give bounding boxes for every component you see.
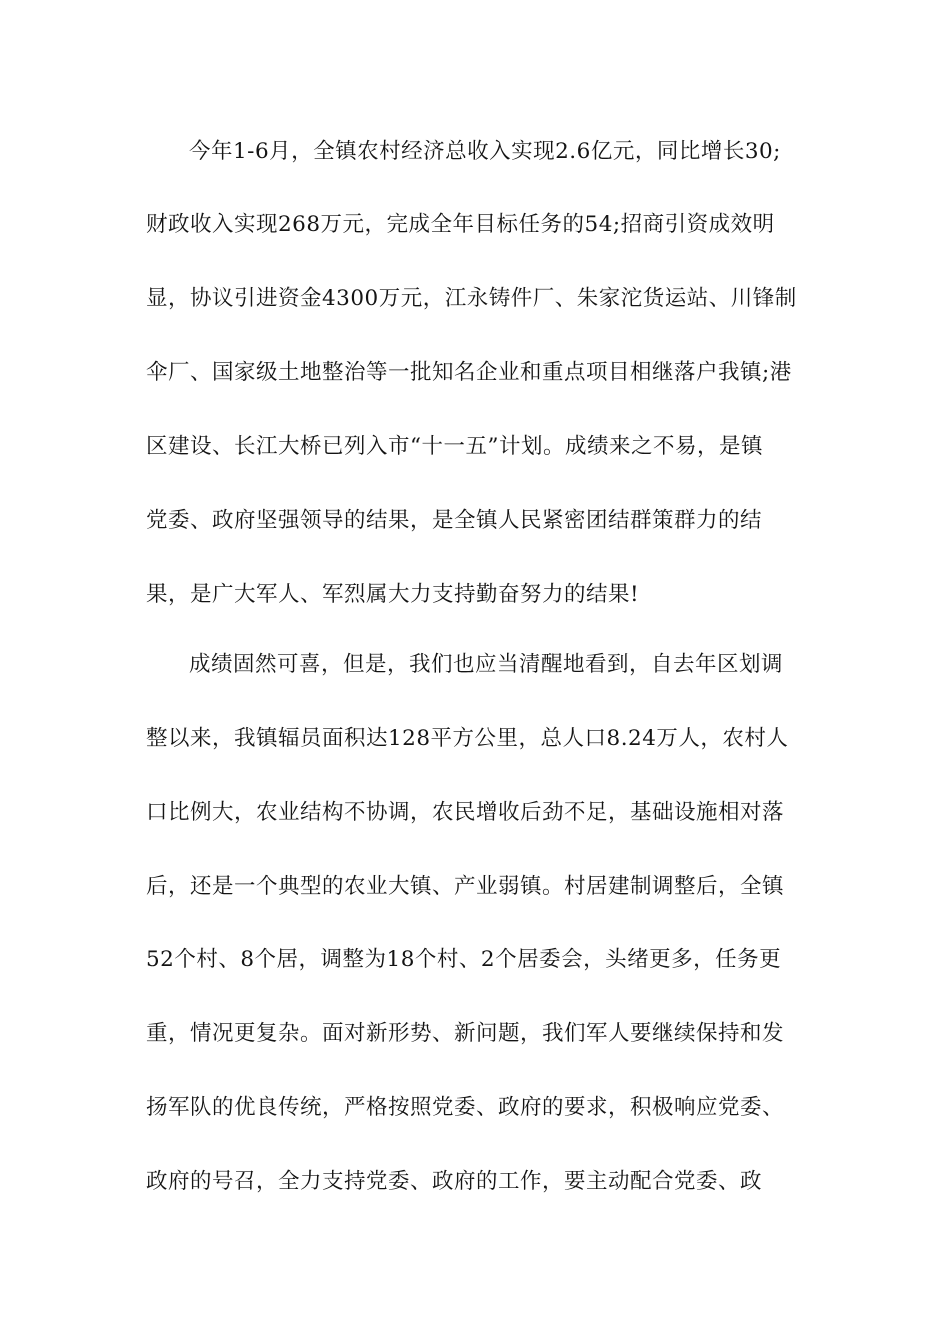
paragraph-2-line-8: 政府的号召，全力支持党委、政府的工作，要主动配合党委、政 — [146, 1169, 763, 1194]
paragraph-1-line-5: 区建设、长江大桥已列入市“十一五”计划。成绩来之不易，是镇 — [146, 434, 763, 459]
paragraph-2-line-4: 后，还是一个典型的农业大镇、产业弱镇。村居建制调整后，全镇 — [146, 874, 785, 899]
paragraph-2-line-5: 52个村、8个居，调整为18个村、2个居委会，头绪更多，任务更 — [146, 947, 782, 972]
paragraph-2-line-7: 扬军队的优良传统，严格按照党委、政府的要求，积极响应党委、 — [146, 1095, 785, 1120]
paragraph-1-line-1: 今年1-6月，全镇农村经济总收入实现2.6亿元，同比增长30; — [189, 139, 781, 164]
paragraph-2-line-3: 口比例大，农业结构不协调，农民增收后劲不足，基础设施相对落 — [146, 800, 785, 825]
paragraph-1-line-4: 伞厂、国家级土地整治等一批知名企业和重点项目相继落户我镇;港 — [146, 360, 792, 385]
paragraph-1-line-7: 果，是广大军人、军烈属大力支持勤奋努力的结果! — [146, 582, 640, 607]
paragraph-1-line-3: 显，协议引进资金4300万元，江永铸件厂、朱家沱货运站、川锋制 — [146, 286, 797, 311]
paragraph-1-line-6: 党委、政府坚强领导的结果，是全镇人民紧密团结群策群力的结 — [146, 508, 763, 533]
paragraph-2-line-1: 成绩固然可喜，但是，我们也应当清醒地看到，自去年区划调 — [189, 652, 784, 677]
paragraph-2-line-2: 整以来，我镇辐员面积达128平方公里，总人口8.24万人，农村人 — [146, 726, 789, 751]
paragraph-1-line-2: 财政收入实现268万元，完成全年目标任务的54;招商引资成效明 — [146, 212, 775, 237]
paragraph-2-line-6: 重，情况更复杂。面对新形势、新问题，我们军人要继续保持和发 — [146, 1021, 785, 1046]
